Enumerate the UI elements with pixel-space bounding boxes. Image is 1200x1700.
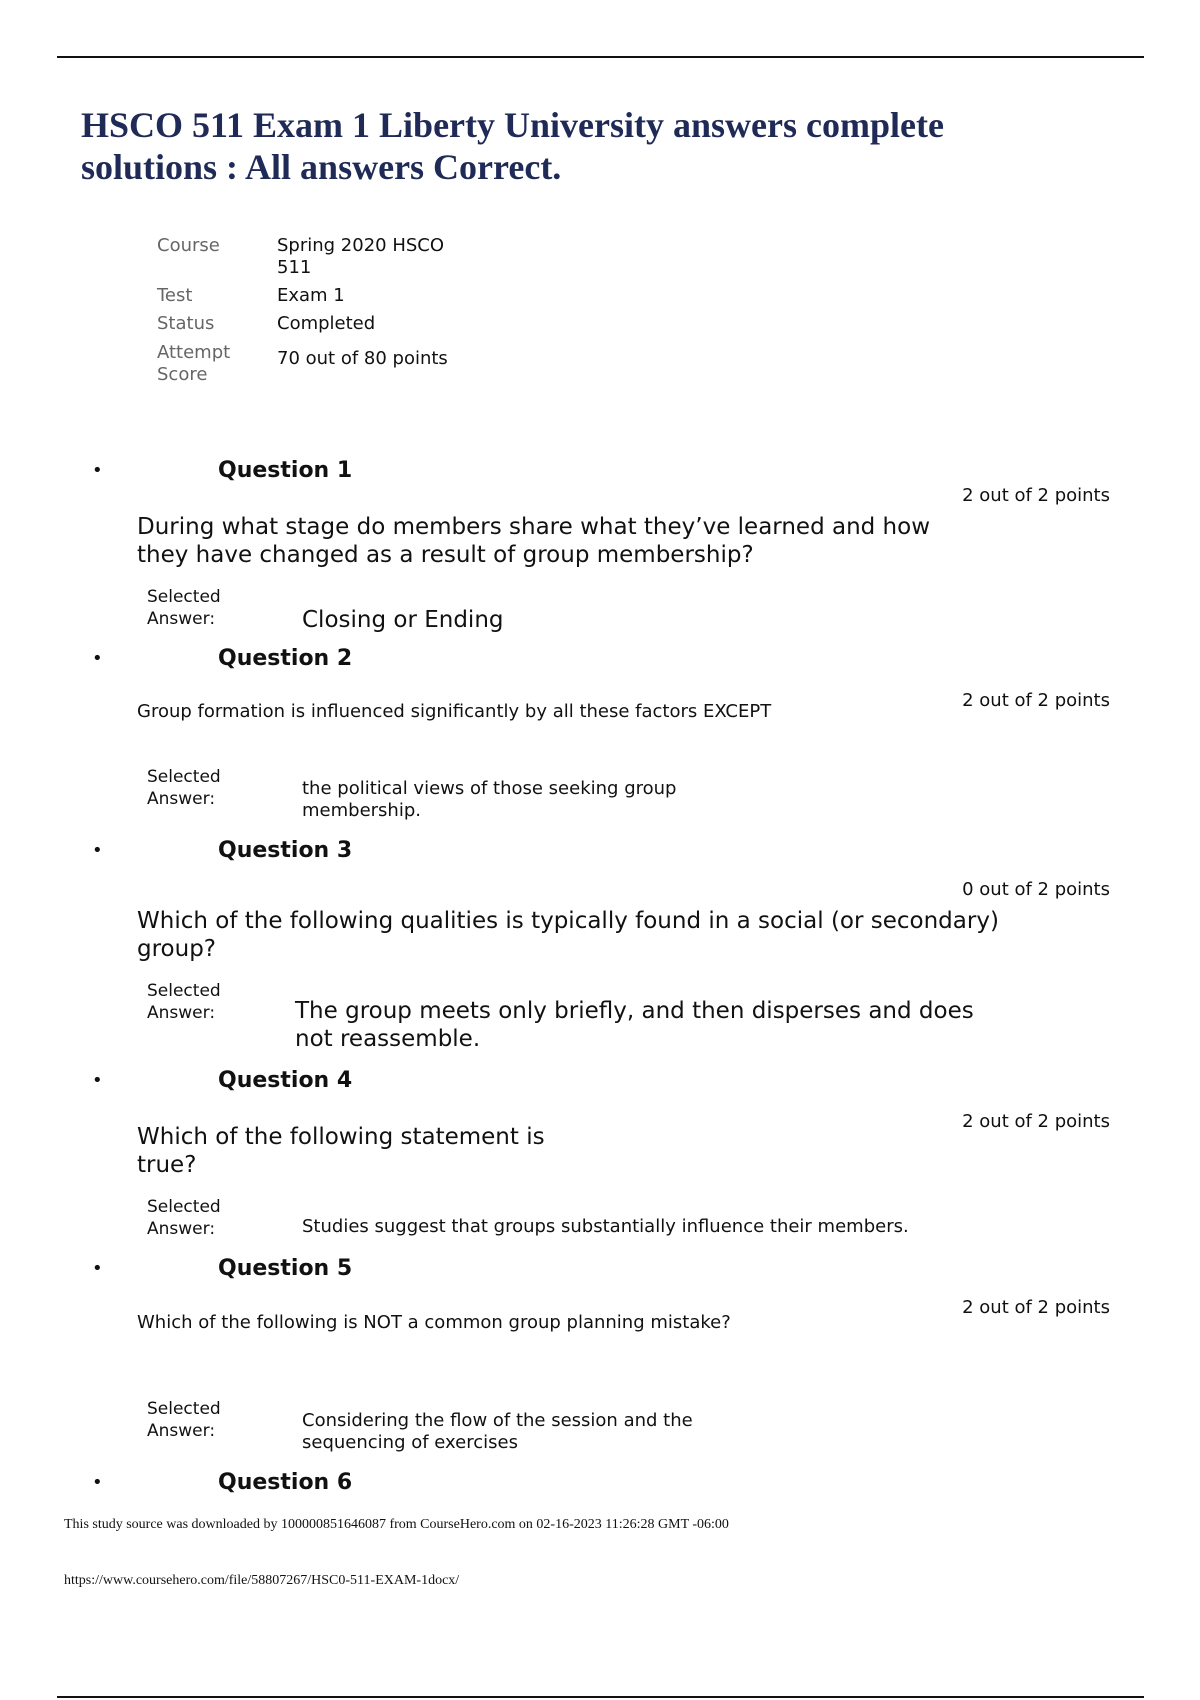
- question-points: 2 out of 2 points: [962, 485, 1110, 506]
- download-notice: This study source was downloaded by 100000851646087 from CourseHero.com on 02-16-2023 11:26:28 GMT -06:00: [64, 1517, 729, 1532]
- question-points: 2 out of 2 points: [962, 690, 1110, 711]
- question-title: Question 6: [218, 1470, 353, 1495]
- question-points: 2 out of 2 points: [962, 1297, 1110, 1318]
- course-label: Course: [157, 235, 220, 256]
- selected-answer: The group meets only briefly, and then disperses and does not reassemble.: [295, 998, 974, 1052]
- bottom-rule: [57, 1696, 1144, 1698]
- question-points: 0 out of 2 points: [962, 879, 1110, 900]
- status-label: Status: [157, 313, 215, 334]
- bullet-icon: •: [92, 648, 103, 669]
- status-value: Completed: [277, 313, 376, 334]
- test-label: Test: [157, 285, 193, 306]
- test-value: Exam 1: [277, 285, 345, 306]
- question-points: 2 out of 2 points: [962, 1111, 1110, 1132]
- selected-answer-label: Selected Answer:: [147, 587, 221, 629]
- question-text: Which of the following statement is true?: [137, 1124, 545, 1178]
- question-title: Question 2: [218, 646, 353, 671]
- question-title: Question 4: [218, 1068, 353, 1093]
- document-title: HSCO 511 Exam 1 Liberty University answers complete solutions : All answers Correct.: [81, 105, 944, 187]
- top-rule: [57, 56, 1144, 58]
- selected-answer-label: Selected Answer:: [147, 767, 221, 809]
- question-text: Which of the following is NOT a common group planning mistake?: [137, 1312, 731, 1333]
- selected-answer: Considering the flow of the session and the sequencing of exercises: [302, 1410, 693, 1453]
- selected-answer-label: Selected Answer:: [147, 981, 221, 1023]
- selected-answer: Closing or Ending: [302, 607, 504, 633]
- bullet-icon: •: [92, 1472, 103, 1493]
- bullet-icon: •: [92, 840, 103, 861]
- source-url[interactable]: https://www.coursehero.com/file/58807267/HSC0-511-EXAM-1docx/: [64, 1573, 460, 1588]
- bullet-icon: •: [92, 460, 103, 481]
- question-title: Question 3: [218, 838, 353, 863]
- bullet-icon: •: [92, 1258, 103, 1279]
- question-title: Question 1: [218, 458, 353, 483]
- selected-answer: Studies suggest that groups substantially influence their members.: [302, 1216, 909, 1237]
- selected-answer-label: Selected Answer:: [147, 1197, 221, 1239]
- question-title: Question 5: [218, 1256, 353, 1281]
- question-text: During what stage do members share what they’ve learned and how they have changed as a result of group membership?: [137, 514, 931, 568]
- course-value: Spring 2020 HSCO 511: [277, 235, 445, 278]
- question-text: Which of the following qualities is typically found in a social (or secondary) group?: [137, 908, 999, 962]
- selected-answer-label: Selected Answer:: [147, 1399, 221, 1441]
- question-text: Group formation is influenced significantly by all these factors EXCEPT: [137, 701, 772, 722]
- bullet-icon: •: [92, 1070, 103, 1091]
- score-label: Attempt Score: [157, 342, 231, 385]
- selected-answer: the political views of those seeking group membership.: [302, 778, 677, 821]
- score-value: 70 out of 80 points: [277, 348, 448, 369]
